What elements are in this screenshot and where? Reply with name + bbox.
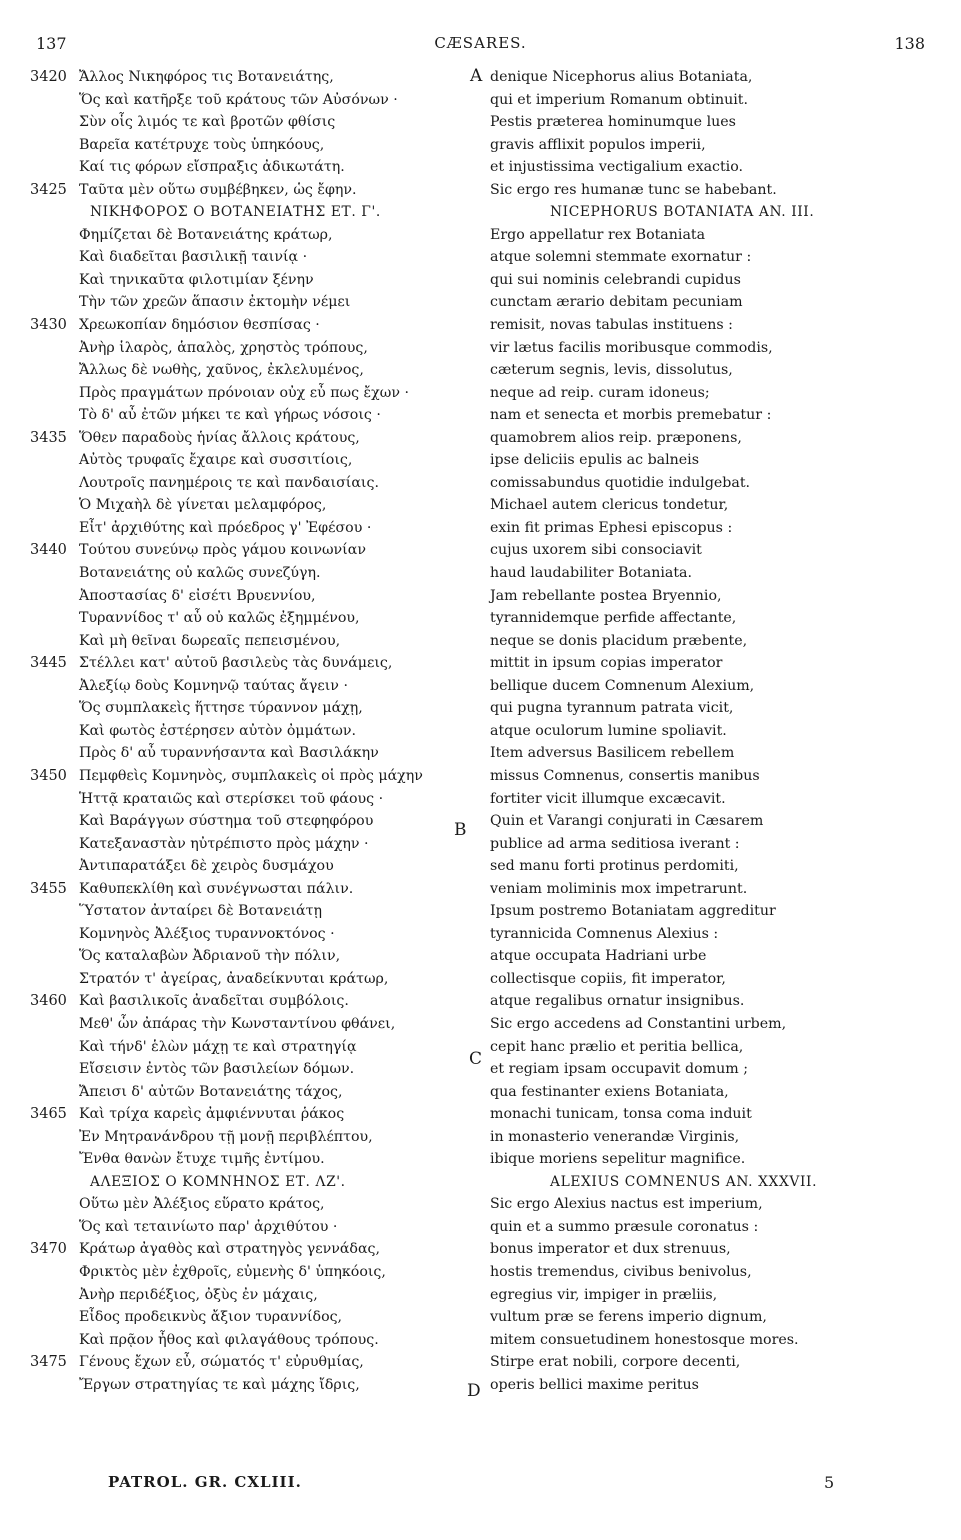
text-line — [30, 1148, 480, 1171]
line-text: cæterum segnis, levis, dissolutus, — [490, 362, 733, 379]
text-line — [486, 968, 936, 991]
text-line — [30, 539, 480, 562]
line-text: Οὕτω μὲν Ἀλέξιος εὕρατο κράτος, — [79, 1196, 325, 1213]
line-text: comissabundus quotidie indulgebat. — [490, 474, 751, 491]
line-text: Ἔνθα θανὼν ἔτυχε τιμῆς ἐντίμου. — [79, 1151, 325, 1168]
latin-text-column — [486, 66, 936, 1396]
line-text: Sic ergo accedens ad Constantini urbem, — [490, 1015, 787, 1032]
section-marker-d: D — [467, 1381, 481, 1401]
text-line — [30, 900, 480, 923]
line-text: atque regalibus ornatur insignibus. — [490, 993, 745, 1010]
text-line — [486, 539, 936, 562]
text-line — [30, 1351, 480, 1374]
line-text: Καί τις φόρων εἴσπραξις ἀδικωτάτη. — [79, 159, 345, 176]
section-heading — [30, 201, 480, 224]
line-text: egregius vir, impiger in præliis, — [490, 1286, 718, 1303]
text-line — [486, 224, 936, 247]
line-text: Ἔργων στρατηγίας τε καὶ μάχης ἴδρις, — [79, 1376, 360, 1393]
line-text: qua festinanter exiens Botaniata, — [490, 1083, 729, 1100]
line-number: 3430 — [30, 317, 67, 334]
line-text: Michael autem clericus tondetur, — [490, 497, 729, 514]
text-line — [486, 179, 936, 202]
text-line — [486, 246, 936, 269]
line-text: tyrannicida Comnenus Alexius : — [490, 925, 719, 942]
text-line — [486, 720, 936, 743]
line-text: qui sui nominis celebrandi cupidus — [490, 271, 741, 288]
text-line — [30, 134, 480, 157]
line-text: Καὶ διαδεῖται βασιλικῇ ταινίᾳ · — [79, 249, 308, 266]
line-text: fortiter vicit illumque excæcavit. — [490, 790, 726, 807]
text-line — [30, 1081, 480, 1104]
text-line — [486, 517, 936, 540]
text-line — [30, 1284, 480, 1307]
text-line — [30, 720, 480, 743]
line-text: Καὶ Βαράγγων σύστημα τοῦ στεφηφόρου — [79, 813, 374, 830]
page-number-left: 137 — [36, 34, 67, 53]
line-text: Τούτου συνεύνῳ πρὸς γάμου κοινωνίαν — [79, 542, 366, 559]
text-line — [486, 675, 936, 698]
line-text: Ὅθεν παραδοὺς ἡνίας ἄλλοις κράτους, — [79, 429, 360, 446]
text-line — [30, 89, 480, 112]
text-line — [486, 111, 936, 134]
line-text: bonus imperator et dux strenuus, — [490, 1241, 731, 1258]
line-text: Πρὸς δ' αὖ τυραννήσαντα καὶ Βασιλάκην — [79, 745, 379, 762]
line-text: collectisque copiis, fit imperator, — [490, 970, 726, 987]
section-marker-b: B — [454, 820, 467, 840]
text-line — [486, 562, 936, 585]
text-line — [486, 494, 936, 517]
text-line — [486, 630, 936, 653]
text-line — [486, 900, 936, 923]
text-line — [486, 1329, 936, 1352]
text-line — [486, 1058, 936, 1081]
text-line — [486, 652, 936, 675]
text-line — [30, 945, 480, 968]
line-text: Καθυπεκλίθη καὶ συνέγνωσται πάλιν. — [79, 880, 354, 897]
line-text: Σὺν οἷς λιμός τε καὶ βροτῶν φθίσις — [79, 114, 336, 131]
line-text: Ipsum postremo Botaniatam aggreditur — [490, 903, 776, 920]
line-text: Ἀντιπαρατάξει δὲ χειρὸς δυσμάχου — [79, 858, 334, 875]
section-heading — [486, 201, 936, 224]
text-line — [486, 156, 936, 179]
text-line — [30, 697, 480, 720]
text-line — [30, 337, 480, 360]
line-text: ΝΙΚΗΦΟΡΟΣ Ο ΒΟΤΑΝΕΙΑΤΗΣ ΕΤ. Γ'. — [90, 204, 381, 221]
line-text: Φρικτὸς μὲν ἐχθροῖς, εὐμενὴς δ' ὑπηκόοις, — [79, 1263, 386, 1280]
text-line — [30, 291, 480, 314]
line-number: 3420 — [30, 69, 67, 85]
page-header — [0, 34, 961, 58]
line-text: publice ad arma seditiosa iverant : — [490, 835, 740, 852]
line-number: 3465 — [30, 1106, 67, 1123]
page-number-right: 138 — [894, 34, 925, 53]
text-line — [30, 359, 480, 382]
text-line — [30, 585, 480, 608]
text-line — [30, 179, 480, 202]
line-text: Εἶδος προδεικνὺς ἄξιον τυραννίδος, — [79, 1309, 343, 1326]
line-text: ibique moriens sepelitur magnifice. — [490, 1151, 746, 1168]
line-number: 3455 — [30, 880, 67, 897]
line-text: Quin et Varangi conjurati in Cæsarem — [490, 813, 764, 830]
text-line — [30, 517, 480, 540]
line-text: Στέλλει κατ' αὐτοῦ βασιλεὺς τὰς δυνάμεις, — [79, 655, 393, 672]
text-line — [486, 1351, 936, 1374]
line-text: Ἀποστασίας δ' εἰσέτι Βρυεννίου, — [79, 587, 316, 604]
line-text: Εἴσεισιν ἐντὸς τῶν βασιλείων δόμων. — [79, 1061, 355, 1078]
line-text: nam et senecta et morbis premebatur : — [490, 407, 772, 424]
text-line — [486, 1238, 936, 1261]
text-line — [30, 494, 480, 517]
text-line — [30, 833, 480, 856]
line-text: monachi tunicam, tonsa coma induit — [490, 1106, 752, 1123]
line-number: 3460 — [30, 993, 67, 1010]
text-line — [30, 968, 480, 991]
line-text: mittit in ipsum copias imperator — [490, 655, 723, 672]
text-line — [30, 855, 480, 878]
line-text: cepit hanc prælio et peritia bellica, — [490, 1038, 744, 1055]
line-text: qui pugna tyrannum patrata vicit, — [490, 700, 734, 717]
line-text: remisit, novas tabulas instituens : — [490, 317, 733, 334]
text-line — [486, 923, 936, 946]
line-text: neque se donis placidum præbente, — [490, 632, 748, 649]
text-line — [486, 449, 936, 472]
text-line — [30, 1306, 480, 1329]
line-text: Βαρεῖα κατέτρυχε τοὺς ὑπηκόους, — [79, 136, 325, 153]
text-line — [30, 404, 480, 427]
line-number: 3475 — [30, 1354, 67, 1371]
line-text: et regiam ipsam occupavit domum ; — [490, 1061, 748, 1078]
line-number: 3440 — [30, 542, 67, 559]
line-text: NICEPHORUS BOTANIATA AN. III. — [550, 204, 815, 221]
text-line — [30, 427, 480, 450]
text-line — [30, 246, 480, 269]
line-text: Κράτωρ ἀγαθὸς καὶ στρατηγὸς γεννάδας, — [79, 1241, 381, 1258]
text-line — [486, 269, 936, 292]
text-line — [30, 562, 480, 585]
line-text: Pestis præterea hominumque lues — [490, 114, 736, 131]
line-text: Στρατόν τ' ἀγείρας, ἀναδείκνυται κράτωρ, — [79, 970, 389, 987]
text-line — [30, 1036, 480, 1059]
line-text: cujus uxorem sibi consociavit — [490, 542, 702, 559]
line-text: atque occupata Hadriani urbe — [490, 948, 707, 965]
text-line — [30, 1374, 480, 1397]
text-line — [30, 788, 480, 811]
text-line — [486, 427, 936, 450]
text-line — [486, 945, 936, 968]
greek-text-column — [30, 66, 483, 1396]
line-text: Stirpe erat nobili, corpore decenti, — [490, 1354, 741, 1371]
text-line — [486, 66, 936, 89]
text-line — [30, 923, 480, 946]
line-text: operis bellici maxime peritus — [490, 1376, 699, 1393]
text-line — [30, 1126, 480, 1149]
line-number: 3425 — [30, 181, 67, 198]
text-line — [486, 1284, 936, 1307]
line-number: 3470 — [30, 1241, 67, 1258]
section-marker-c: C — [469, 1049, 483, 1069]
line-text: vir lætus facilis moribusque commodis, — [490, 339, 773, 356]
text-line — [30, 878, 480, 901]
text-line — [486, 291, 936, 314]
text-line — [486, 607, 936, 630]
text-line — [486, 89, 936, 112]
line-text: Κατεξαναστὰν ηὐτρέπιστο πρὸς μάχην · — [79, 835, 369, 852]
text-line — [30, 224, 480, 247]
line-text: atque solemni stemmate exornatur : — [490, 249, 752, 266]
line-text: Μεθ' ὧν ἀπάρας τὴν Κωνσταντίνου φθάνει, — [79, 1015, 396, 1032]
text-line — [30, 630, 480, 653]
line-text: neque ad reip. curam idoneus; — [490, 384, 710, 401]
section-heading — [486, 1171, 936, 1194]
text-line — [486, 1216, 936, 1239]
line-text: Jam rebellante postea Bryennio, — [490, 587, 722, 604]
text-line — [486, 359, 936, 382]
line-text: Ἀνὴρ περιδέξιος, ὀξὺς ἐν μάχαις, — [79, 1286, 318, 1303]
section-heading — [30, 1171, 480, 1194]
text-line — [486, 382, 936, 405]
line-text: Ἀνὴρ ἱλαρὸς, ἁπαλὸς, χρηστὸς τρόπους, — [79, 339, 368, 356]
text-line — [486, 1126, 936, 1149]
text-line — [486, 337, 936, 360]
text-line — [30, 1193, 480, 1216]
text-line — [30, 652, 480, 675]
text-line — [486, 833, 936, 856]
line-text: Καὶ τρίχα καρεὶς ἀμφιέννυται ῥάκος — [79, 1106, 345, 1123]
text-line — [486, 1013, 936, 1036]
line-text: Ὅς συμπλακεὶς ἥττησε τύραννον μάχῃ, — [79, 700, 363, 717]
line-text: Βοτανειάτης οὐ καλῶς συνεζύγη. — [79, 565, 321, 582]
text-line — [30, 1238, 480, 1261]
line-text: Ἐν Μητρανάνδρου τῇ μονῇ περιβλέπτου, — [79, 1128, 373, 1145]
line-text: Λουτροῖς πανημέροις τε καὶ πανδαισίαις. — [79, 474, 379, 491]
line-text: denique Nicephorus alius Botaniata, — [490, 69, 753, 85]
line-text: Καὶ τήνδ' ἑλὼν μάχῃ τε καὶ στρατηγίᾳ — [79, 1038, 357, 1055]
line-text: veniam moliminis mox impetrarunt. — [490, 880, 748, 897]
text-line — [486, 990, 936, 1013]
text-line — [30, 66, 483, 89]
line-text: qui et imperium Romanum obtinuit. — [490, 91, 749, 108]
line-text: Καὶ βασιλικοῖς ἀναδεῖται συμβόλοις. — [79, 993, 349, 1010]
line-number: 3445 — [30, 655, 67, 672]
line-text: mitem consuetudinem honestosque mores. — [490, 1331, 799, 1348]
line-text: Sic ergo res humanæ tunc se habebant. — [490, 181, 777, 198]
line-text: Φημίζεται δὲ Βοτανειάτης κράτωρ, — [79, 226, 333, 243]
text-line — [486, 1193, 936, 1216]
text-line — [30, 1216, 480, 1239]
line-text: exin fit primas Ephesi episcopus : — [490, 519, 733, 536]
line-text: Καὶ φωτὸς ἐστέρησεν αὐτὸν ὀμμάτων. — [79, 722, 356, 739]
line-text: gravis afflixit populos imperii, — [490, 136, 706, 153]
text-line — [30, 742, 480, 765]
line-text: atque oculorum lumine spoliavit. — [490, 722, 727, 739]
text-line — [486, 855, 936, 878]
text-line — [486, 742, 936, 765]
line-text: missus Comnenus, consertis manibus — [490, 767, 760, 784]
line-text: ALEXIUS COMNENUS AN. XXXVII. — [550, 1173, 818, 1190]
line-text: Ergo appellatur rex Botaniata — [490, 226, 706, 243]
text-line — [30, 156, 480, 179]
line-text: Τὴν τῶν χρεῶν ἅπασιν ἐκτομὴν νέμει — [79, 294, 351, 311]
line-text: Ἄπεισι δ' αὐτῶν Βοτανειάτης τάχος, — [79, 1083, 343, 1100]
line-text: quin et a summo præsule coronatus : — [490, 1218, 759, 1235]
line-text: ipse deliciis epulis ac balneis — [490, 452, 699, 469]
line-text: Τυραννίδος τ' αὖ οὐ καλῶς ἐξημμένου, — [79, 610, 360, 627]
text-line — [486, 697, 936, 720]
line-text: Ὅς καὶ τεταινίωτο παρ' ἀρχιθύτου · — [79, 1218, 338, 1235]
text-line — [486, 134, 936, 157]
line-text: haud laudabiliter Botaniata. — [490, 565, 693, 582]
text-line — [486, 472, 936, 495]
line-text: Ὕστατον ἀνταίρει δὲ Βοτανειάτῃ — [79, 903, 322, 920]
text-line — [30, 675, 480, 698]
text-line — [30, 1013, 480, 1036]
line-text: Τὸ δ' αὖ ἐτῶν μήκει τε καὶ γήρως νόσοις · — [79, 407, 381, 424]
line-text: Εἶτ' ἀρχιθύτης καὶ πρόεδρος γ' Ἐφέσου · — [79, 519, 372, 536]
text-line — [486, 314, 936, 337]
line-text: Πεμφθεὶς Κομνηνὸς, συμπλακεὶς οἱ πρὸς μάχην — [79, 767, 423, 784]
line-text: tyrannidemque perfide affectante, — [490, 610, 737, 627]
text-line — [486, 1036, 936, 1059]
text-line — [486, 878, 936, 901]
text-line — [486, 810, 936, 833]
text-line — [30, 314, 480, 337]
text-line — [486, 765, 936, 788]
text-line — [30, 1058, 480, 1081]
text-line — [30, 990, 480, 1013]
text-line — [30, 269, 480, 292]
line-text: quamobrem alios reip. præponens, — [490, 429, 742, 446]
line-text: Αὐτὸς τρυφαῖς ἔχαιρε καὶ συσσιτίοις, — [79, 452, 353, 469]
text-line — [30, 607, 480, 630]
section-marker-a: A — [470, 66, 483, 86]
text-line — [30, 1103, 480, 1126]
text-line — [30, 472, 480, 495]
line-text: Ὁ Μιχαὴλ δὲ γίνεται μελαμφόρος, — [79, 497, 327, 514]
line-text: bellique ducem Comnenum Alexium, — [490, 677, 755, 694]
text-line — [30, 111, 480, 134]
line-text: cunctam ærario debitam pecuniam — [490, 294, 743, 311]
line-text: ΑΛΕΞΙΟΣ Ο ΚΟΜΝΗΝΟΣ ΕΤ. ΛΖ'. — [90, 1173, 346, 1190]
text-line — [486, 1306, 936, 1329]
text-line — [30, 765, 480, 788]
line-text: Κομνηνὸς Ἀλέξιος τυραννοκτόνος · — [79, 925, 335, 942]
line-text: Καὶ τηνικαῦτα φιλοτιμίαν ξένην — [79, 271, 314, 288]
line-text: Item adversus Basilicem rebellem — [490, 745, 735, 762]
line-text: Καὶ πρᾷον ἦθος καὶ φιλαγάθους τρόπους. — [79, 1331, 379, 1348]
line-number: 3450 — [30, 767, 67, 784]
line-text: Ἡττᾷ κραταιῶς καὶ στερίσκει τοῦ φάους · — [79, 790, 384, 807]
line-text: Ἄλλος Νικηφόρος τις Βοτανειάτης, — [79, 69, 334, 85]
text-line — [486, 1261, 936, 1284]
text-line — [30, 810, 480, 833]
line-text: Γένους ἔχων εὖ, σώματός τ' εὐρυθμίας, — [79, 1354, 364, 1371]
line-text: Ὅς καταλαβὼν Ἀδριανοῦ τὴν πόλιν, — [79, 948, 341, 965]
text-line — [30, 382, 480, 405]
line-number: 3435 — [30, 429, 67, 446]
text-line — [486, 1374, 936, 1397]
line-text: Πρὸς πραγμάτων πρόνοιαν οὐχ εὖ πως ἔχων · — [79, 384, 409, 401]
line-text: et injustissima vectigalium exactio. — [490, 159, 744, 176]
text-line — [486, 1148, 936, 1171]
text-line — [30, 1261, 480, 1284]
line-text: Καὶ μὴ θεῖναι δωρεαῖς πεπεισμένου, — [79, 632, 341, 649]
text-line — [486, 788, 936, 811]
running-title: CÆSARES. — [434, 34, 527, 52]
line-text: Sic ergo Alexius nactus est imperium, — [490, 1196, 763, 1213]
line-text: Ὅς καὶ κατῆρξε τοῦ κράτους τῶν Αὐσόνων · — [79, 91, 398, 108]
line-text: Ἄλλως δὲ νωθὴς, χαῦνος, ἐκλελυμένος, — [79, 362, 364, 379]
text-line — [486, 1081, 936, 1104]
line-text: sed manu forti protinus perdomiti, — [490, 858, 739, 875]
text-line — [486, 585, 936, 608]
line-text: Ἀλεξίῳ δοὺς Κομνηνῷ ταύτας ἄγειν · — [79, 677, 348, 694]
line-text: vultum præ se ferens imperio dignum, — [490, 1309, 767, 1326]
line-text: Ταῦτα μὲν οὕτω συμβέβηκεν, ὡς ἔφην. — [79, 181, 357, 198]
footer-sheet-number: 5 — [824, 1473, 835, 1492]
line-text: Χρεωκοπίαν δημόσιον θεσπίσας · — [79, 317, 320, 334]
footer-signature: PATROL. GR. CXLIII. — [108, 1473, 302, 1491]
text-line — [30, 1329, 480, 1352]
line-text: in monasterio venerandæ Virginis, — [490, 1128, 740, 1145]
text-line — [30, 449, 480, 472]
line-text: hostis tremendus, civibus benivolus, — [490, 1263, 752, 1280]
text-line — [486, 1103, 936, 1126]
text-line — [486, 404, 936, 427]
